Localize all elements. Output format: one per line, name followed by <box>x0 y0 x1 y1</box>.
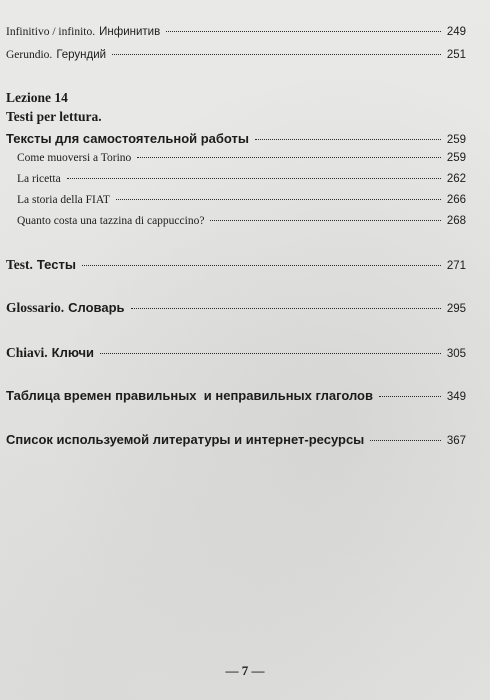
dot-leader <box>112 54 441 55</box>
dot-leader <box>370 440 441 441</box>
dot-leader <box>131 308 441 309</box>
dot-leader <box>379 396 441 397</box>
toc-entry-label-ru: Ключи <box>51 345 94 360</box>
toc-entry-page: 295 <box>446 303 466 315</box>
toc-subentry <box>17 173 466 185</box>
toc-entry-label-it: Infinitivo / infinito. <box>6 26 96 38</box>
dot-leader <box>82 265 441 266</box>
toc-entry-glossario <box>6 299 466 317</box>
toc-entry-label-ru: Герундий <box>56 49 107 61</box>
dot-leader <box>210 220 440 221</box>
dot-leader <box>100 353 441 354</box>
toc-entry-page: 251 <box>446 49 466 61</box>
toc-entry-label: La storia della FIAT <box>17 194 110 206</box>
toc-entry-page: 266 <box>446 194 466 206</box>
dot-leader <box>67 178 441 179</box>
toc-entry-page: 259 <box>446 152 466 164</box>
toc-entry-label: Тексты для самостоятельной работы <box>6 131 250 146</box>
toc-entry-label-ru: Инфинитив <box>99 26 161 38</box>
toc-entry-label: Таблица времен правильных и неправильных глаголов <box>6 388 373 403</box>
toc-subentry <box>17 152 466 164</box>
dot-leader <box>166 31 441 32</box>
toc-entry-label: Come muoversi a Torino <box>17 152 132 164</box>
toc-entry-section <box>6 131 466 146</box>
toc-entry-label-ru: Словарь <box>68 300 125 315</box>
toc-entry-gerundio <box>6 45 466 63</box>
toc-entry-page: 271 <box>446 260 466 272</box>
toc-entry-page: 268 <box>446 215 466 227</box>
toc-entry-page: 262 <box>446 173 466 185</box>
toc-entry-chiavi <box>6 344 466 362</box>
dot-leader <box>137 157 441 158</box>
toc-entry-bibliografia <box>6 432 466 447</box>
toc-entry-label-it: Chiavi. <box>6 345 48 360</box>
toc-entry-test <box>6 256 466 274</box>
toc-entry-page: 367 <box>446 435 466 447</box>
toc-entry-label-it: Glossario. <box>6 300 65 315</box>
toc-entry-label: Список используемой литературы и интернет-ресурсы <box>6 432 365 447</box>
toc-entry-page: 349 <box>446 391 466 403</box>
toc-entry-page: 305 <box>446 348 466 360</box>
lesson-title: Testi per lettura. <box>6 109 102 124</box>
toc-entry-page: 259 <box>446 134 466 146</box>
toc-entry-label-it: Test. <box>6 257 33 272</box>
toc-entry-label: Quanto costa una tazzina di cappuccino? <box>17 215 205 227</box>
toc-subentry <box>17 194 466 206</box>
toc-entry-tabella <box>6 388 466 403</box>
dot-leader <box>255 139 441 140</box>
dot-leader <box>116 199 441 200</box>
toc-entry-label: La ricetta <box>17 173 61 185</box>
lesson-number: Lezione 14 <box>6 90 68 105</box>
toc-entry-page: 249 <box>446 26 466 38</box>
page-number: — 7 — <box>225 663 265 678</box>
toc-entry-label-ru: Тесты <box>36 257 76 272</box>
toc-entry-infinitivo <box>6 22 466 40</box>
toc-subentry <box>17 215 466 227</box>
toc-entry-label-it: Gerundio. <box>6 49 53 61</box>
